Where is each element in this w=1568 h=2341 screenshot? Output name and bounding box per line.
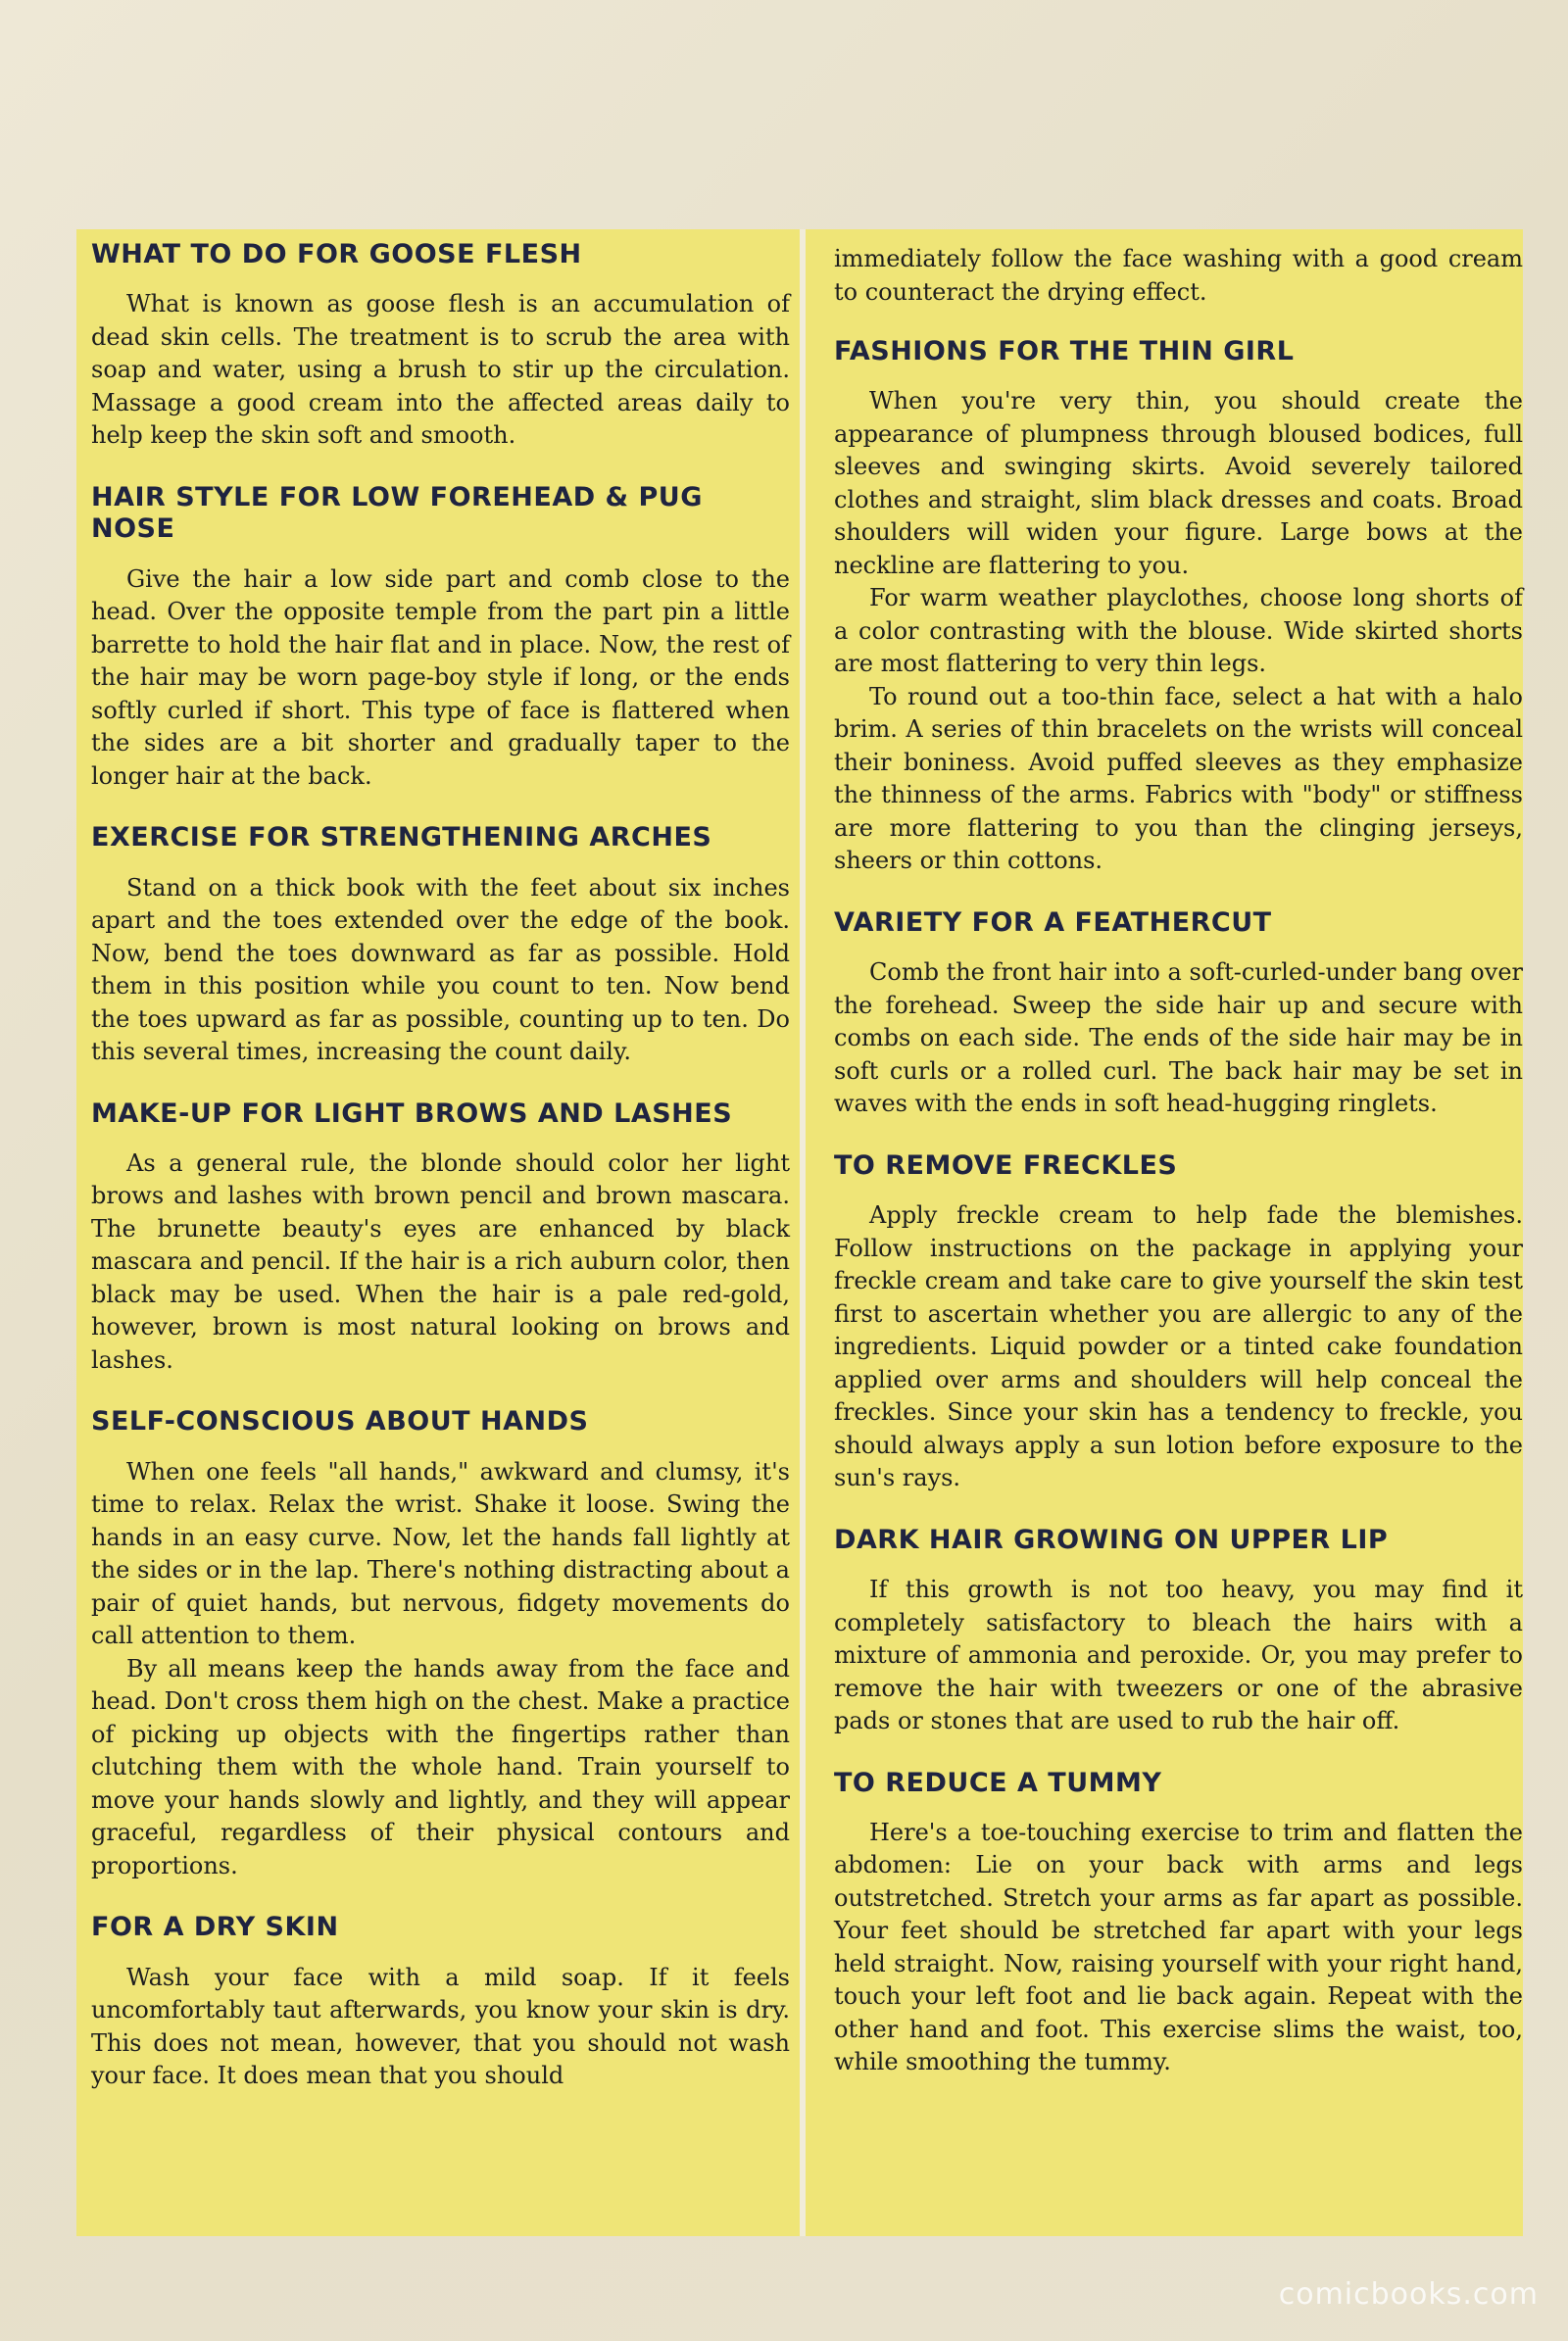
section-paragraph: Wash your face with a mild soap. If it feels uncomfortably taut afterwards, you know your skin is dry. This does not mean, however, that you should not wash your face. It does mean that you should [91, 1963, 790, 2090]
section-paragraph: When you're very thin, you should create the appearance of plumpness through bloused bodices, full sleeves and swinging skirts. Avoid severely tailored clothes and straight, slim black dresses and coats. Broad shoulders will widen your figure. Large bows at the neckline are flattering to you. [834, 387, 1523, 579]
section-heading: WHAT TO DO FOR GOOSE FLESH [91, 239, 582, 269]
watermark: comicbooks.com [1278, 2277, 1539, 2312]
left-column [76, 229, 790, 2122]
article-section [91, 1912, 790, 2092]
right-intro-paragraph: immediately follow the face washing with a good cream to counteract the drying effect. [834, 245, 1523, 306]
section-heading: TO REMOVE FRECKLES [834, 1149, 1178, 1181]
right-column [819, 229, 1523, 2109]
section-heading: DARK HAIR GROWING ON UPPER LIP [834, 1524, 1389, 1555]
article-section [91, 482, 790, 793]
article-section [834, 1768, 1523, 2079]
section-heading: MAKE-UP FOR LIGHT BROWS AND LASHES [91, 1097, 733, 1129]
section-paragraph: Give the hair a low side part and comb close to the head. Over the opposite temple from the part pin a little barrette to hold the hair flat and in place. Now, the rest of the hair may be worn page-boy style if long, or the ends softly curled if short. This type of face is flattered when the sides are a bit shorter and gradually taper to the longer hair at the back. [91, 564, 790, 790]
section-paragraph: Apply freckle cream to help fade the blemishes. Follow instructions on the package in applying your freckle cream and take care to give yourself the skin test first to ascertain whether you are allergic to any of the ingredients. Liquid powder or a tinted cake foundation applied over arms and shoulders will help conceal the freckles. Since your skin has a tendency to freckle, you should always apply a sun lotion before exposure to the sun's rays. [834, 1201, 1523, 1492]
section-paragraph: To round out a too-thin face, select a hat with a halo brim. A series of thin bracelets on the wrists will conceal their boniness. Avoid puffed sleeves as they emphasize the thinness of the arms. Fabrics with "body" or stiffness are more flattering to you than the clinging jerseys, sheers or thin cottons. [834, 682, 1523, 875]
text-panel [76, 229, 1523, 2236]
section-heading: TO REDUCE A TUMMY [834, 1767, 1162, 1798]
section-heading: FASHIONS FOR THE THIN GIRL [834, 336, 1295, 366]
section-paragraph: Stand on a thick book with the feet about six inches apart and the toes extended over the edge of the book. Now, bend the toes downward as far as possible. Hold them in this position while you count to ten. Now bend the toes upward as far as possible, counting up to ten. Do this several times, increasing the count daily. [91, 873, 790, 1066]
article-section [834, 907, 1523, 1121]
article-section [91, 239, 790, 453]
section-paragraph: For warm weather playclothes, choose long shorts of a color contrasting with the blouse. Wide skirted shorts are most flattering to very thin legs. [834, 584, 1523, 678]
section-heading: HAIR STYLE FOR LOW FOREHEAD & PUG NOSE [91, 481, 703, 545]
article-section [91, 822, 790, 1068]
section-paragraph: By all means keep the hands away from the face and head. Don't cross them high on the chest. Make a practice of picking up objects with the fingertips rather than clutching them with the whole hand. Train yourself to move your hands slowly and lightly, and they will appear graceful, regardless of their physical contours and proportions. [91, 1654, 790, 1879]
section-heading: FOR A DRY SKIN [91, 1912, 339, 1943]
column-divider [800, 229, 806, 2236]
section-paragraph: Comb the front hair into a soft-curled-under bang over the forehead. Sweep the side hair up and secure with combs on each side. The ends of the side hair may be in soft curls or a rolled curl. The back hair may be set in waves with the ends in soft head-hugging ringlets. [834, 958, 1523, 1118]
section-paragraph: What is known as goose flesh is an accumulation of dead skin cells. The treatment is to scrub the area with soap and water, using a brush to stir up the circulation. Massage a good cream into the affected areas daily to help keep the skin soft and smooth. [91, 290, 790, 450]
section-paragraph: As a general rule, the blonde should color her light brows and lashes with brown pencil and brown mascara. The brunette beauty's eyes are enhanced by black mascara and pencil. If the hair is a rich auburn color, then black may be used. When the hair is a pale red-gold, however, brown is most natural looking on brows and lashes. [91, 1148, 790, 1374]
article-section [834, 1150, 1523, 1495]
section-heading: VARIETY FOR A FEATHERCUT [834, 906, 1272, 938]
section-heading: EXERCISE FOR STRENGTHENING ARCHES [91, 822, 712, 853]
article-section [91, 1098, 790, 1378]
article-section [91, 1406, 790, 1882]
section-paragraph: If this growth is not too heavy, you may find it completely satisfactory to bleach the hairs with a mixture of ammonia and peroxide. Or, you may prefer to remove the hair with tweezers or one of the abrasive pads or stones that are used to rub the hair off. [834, 1576, 1523, 1735]
section-paragraph: When one feels "all hands," awkward and clumsy, it's time to relax. Relax the wrist. Shake it loose. Swing the hands in an easy curve. Now, let the hands fall lightly at the sides or in the lap. There's nothing distracting about a pair of quiet hands, but nervous, fidgety movements do call attention to them. [91, 1457, 790, 1650]
section-paragraph: Here's a toe-touching exercise to trim and flatten the abdomen: Lie on your back with arms and legs outstretched. Stretch your arms as far apart as possible. Your feet should be stretched far apart with your legs held straight. Now, raising yourself with your right hand, touch your left foot and lie back again. Repeat with the other hand and foot. This exercise slims the waist, too, while smoothing the tummy. [834, 1818, 1523, 2076]
section-heading: SELF-CONSCIOUS ABOUT HANDS [91, 1406, 589, 1438]
article-section [834, 336, 1523, 878]
article-section [834, 1525, 1523, 1738]
